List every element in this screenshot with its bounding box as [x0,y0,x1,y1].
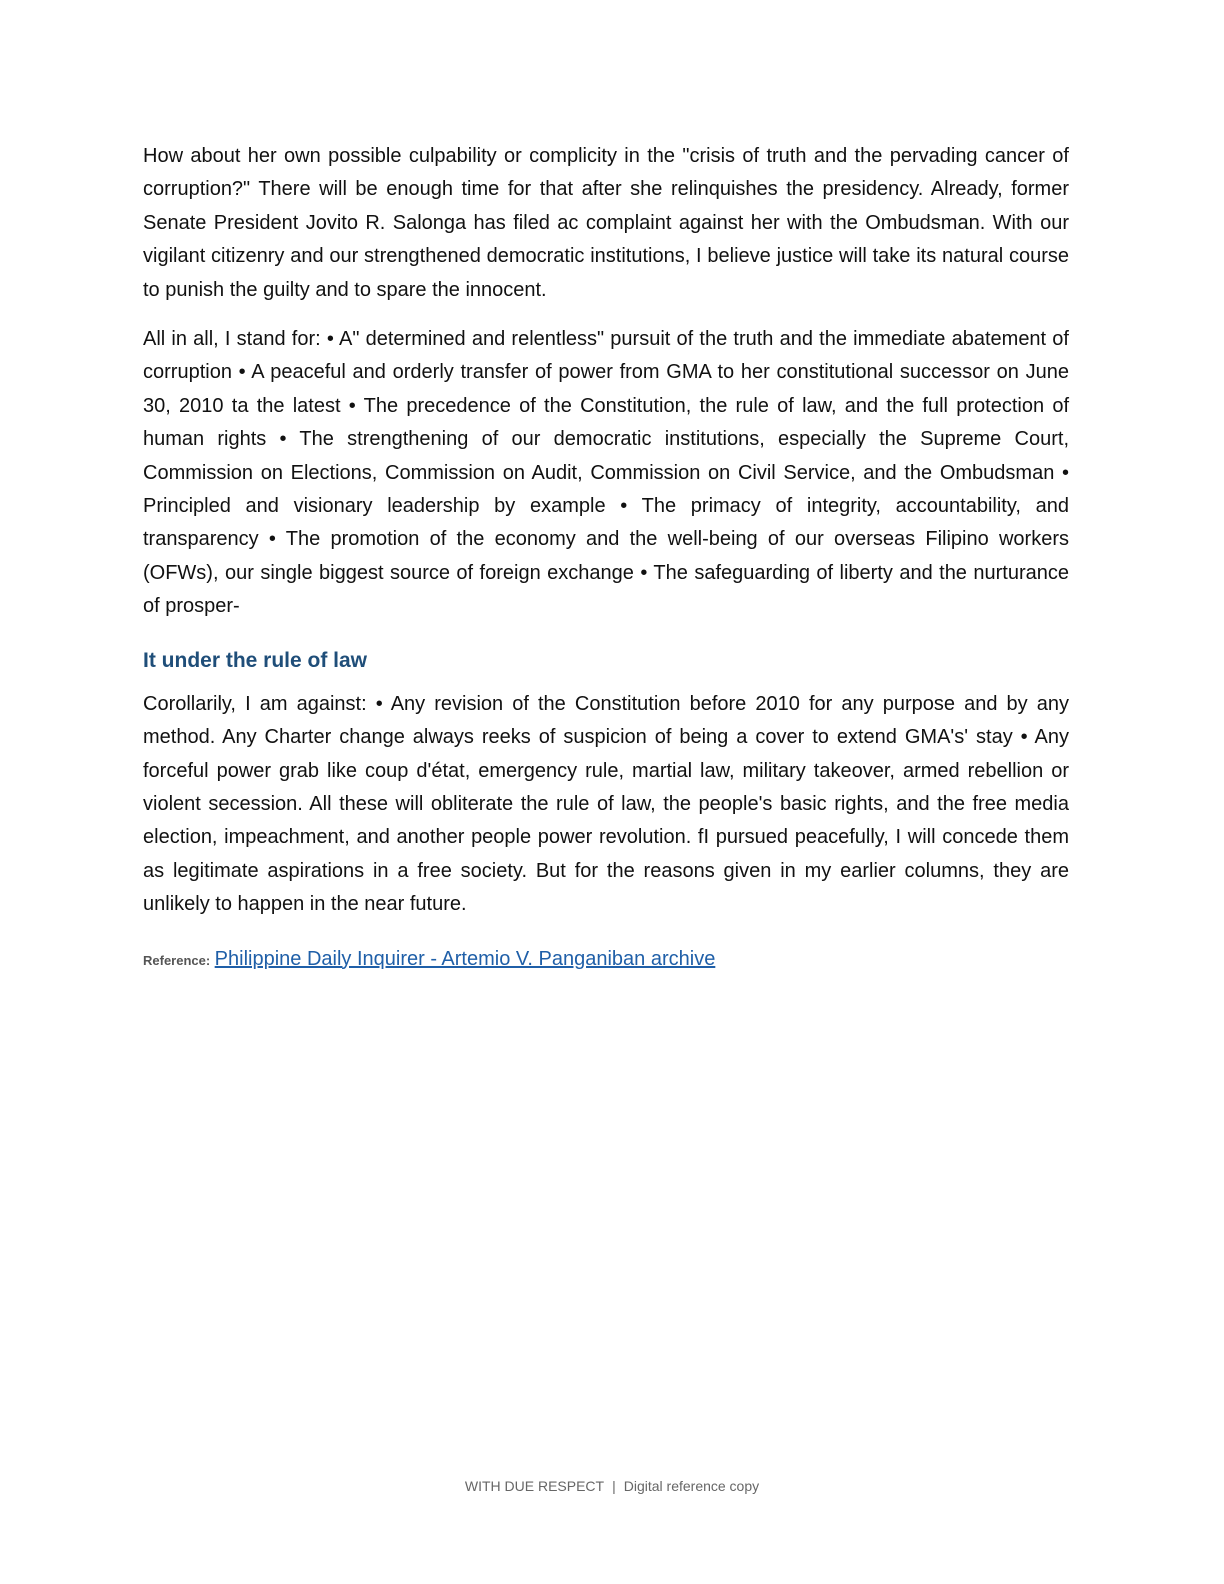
reference-label: Reference: [143,952,211,968]
footer-separator: | [612,1478,616,1494]
document-body [143,140,1069,976]
paragraph: How about her own possible culpability or complicity in the "crisis of truth and the pervading cancer of corruption?" There will be enough time for that after she relinquishes the presidency. Already, former Senate President Jovito R. Salonga has filed ac complaint against her with the Ombudsman. With our vigilant citizenry and our strengthened democratic institutions, I believe justice will take its natural course to punish the guilty and to spare the innocent. [143,145,1069,301]
footer-note: Digital reference copy [623,1478,760,1494]
page-footer [0,1478,1224,1494]
paragraph: Corollarily, I am against: • Any revision of the Constitution before 2010 for any purpose and by any method. Any Charter change always reeks of suspicion of being a cover to extend GMA's' stay • Any forceful power grab like coup d'état, emergency rule, martial law, military takeover, armed rebellion or violent secession. All these will obliterate the rule of law, the people's basic rights, and the free media election, impeachment, and another people power revolution. fI pursued peacefully, I will concede them as legitimate aspirations in a free society. But for the reasons given in my earlier columns, they are unlikely to happen in the near future. [143,692,1069,916]
paragraph: All in all, I stand for: • A" determined and relentless" pursuit of the truth and the immediate abatement of corruption • A peaceful and orderly transfer of power from GMA to her constitutional successor on June 30, 2010 ta the latest • The precedence of the Constitution, the rule of law, and the full protection of human rights • The strengthening of our democratic institutions, especially the Supreme Court, Commission on Elections, Commission on Audit, Commission on Civil Service, and the Ombudsman • Principled and visionary leadership by example • The primacy of integrity, accountability, and transparency • The promotion of the economy and the well-being of our overseas Filipino workers (OFWs), our single biggest source of foreign exchange • The safeguarding of liberty and the nurturance of prosper- [143,328,1069,618]
reference-link[interactable]: Philippine Daily Inquirer - Artemio V. Panganiban archive [214,947,716,970]
footer-title: WITH DUE RESPECT [464,1478,605,1494]
reference-line [143,944,1069,976]
section-heading: It under the rule of law [143,648,368,672]
